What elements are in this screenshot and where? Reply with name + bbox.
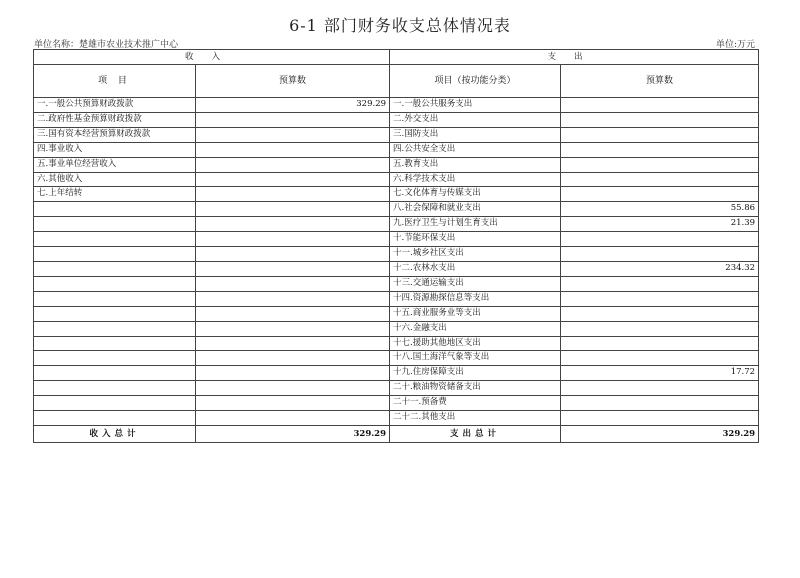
table-row xyxy=(34,247,759,262)
table-row xyxy=(34,232,759,247)
table-row xyxy=(34,351,759,366)
expense-budget-cell xyxy=(561,321,759,336)
table-row xyxy=(34,306,759,321)
income-item-cell xyxy=(34,411,196,426)
expense-item-cell: 十五.商业服务业等支出 xyxy=(390,306,561,321)
expense-item-cell: 十八.国土海洋气象等支出 xyxy=(390,351,561,366)
expense-item-cell: 二十.粮油物资储备支出 xyxy=(390,381,561,396)
income-budget-cell xyxy=(196,396,390,411)
unit-measure: 单位:万元 xyxy=(716,40,756,50)
table-row xyxy=(34,98,759,113)
income-budget-cell xyxy=(196,142,390,157)
income-budget-cell xyxy=(196,217,390,232)
expense-item-cell: 二十二.其他支出 xyxy=(390,411,561,426)
income-budget-cell: 329.29 xyxy=(196,98,390,113)
table-row xyxy=(34,291,759,306)
expense-item-cell: 四.公共安全支出 xyxy=(390,142,561,157)
income-item-cell xyxy=(34,276,196,291)
expense-budget-cell xyxy=(561,232,759,247)
expense-item-cell: 十三.交通运输支出 xyxy=(390,276,561,291)
expense-budget-cell xyxy=(561,142,759,157)
income-budget-cell xyxy=(196,321,390,336)
income-item-cell: 四.事业收入 xyxy=(34,142,196,157)
expense-item-cell: 六.科学技术支出 xyxy=(390,172,561,187)
income-item-cell: 七.上年结转 xyxy=(34,187,196,202)
expense-item-cell: 一.一般公共服务支出 xyxy=(390,98,561,113)
income-budget-cell xyxy=(196,127,390,142)
finance-table xyxy=(33,49,759,443)
income-item-cell xyxy=(34,336,196,351)
expense-item-cell: 十一.城乡社区支出 xyxy=(390,247,561,262)
expense-budget-cell xyxy=(561,187,759,202)
table-row xyxy=(34,217,759,232)
income-budget-cell xyxy=(196,276,390,291)
table-row xyxy=(34,396,759,411)
expense-item-cell: 二.外交支出 xyxy=(390,112,561,127)
income-item-cell: 六.其他收入 xyxy=(34,172,196,187)
income-item-cell xyxy=(34,247,196,262)
totals-row xyxy=(34,425,759,442)
expense-item-cell: 二十一.预备费 xyxy=(390,396,561,411)
income-item-cell: 五.事业单位经营收入 xyxy=(34,157,196,172)
expense-budget-cell xyxy=(561,98,759,113)
income-item-cell xyxy=(34,291,196,306)
unit-name: 单位名称：楚雄市农业技术推广中心 xyxy=(34,40,179,50)
table-row xyxy=(34,142,759,157)
income-budget-cell xyxy=(196,351,390,366)
income-item-cell: 三.国有资本经营预算财政拨款 xyxy=(34,127,196,142)
expense-budget-cell: 17.72 xyxy=(561,366,759,381)
expense-budget-cell xyxy=(561,351,759,366)
expense-item-cell: 十四.资源勘探信息等支出 xyxy=(390,291,561,306)
income-item-cell xyxy=(34,261,196,276)
income-budget-cell xyxy=(196,172,390,187)
expense-budget-cell xyxy=(561,291,759,306)
expense-budget-cell xyxy=(561,172,759,187)
table-row xyxy=(34,411,759,426)
income-total-label: 收入总计 xyxy=(34,425,196,442)
table-row xyxy=(34,381,759,396)
income-item-cell xyxy=(34,306,196,321)
expense-budget-cell xyxy=(561,157,759,172)
table-row xyxy=(34,276,759,291)
table-row xyxy=(34,321,759,336)
expense-budget-cell xyxy=(561,247,759,262)
income-total-value: 329.29 xyxy=(196,425,390,442)
income-budget-cell xyxy=(196,291,390,306)
income-item-cell: 二.政府性基金预算财政拨款 xyxy=(34,112,196,127)
income-budget-cell xyxy=(196,306,390,321)
income-budget-cell xyxy=(196,232,390,247)
expense-item-cell: 三.国防支出 xyxy=(390,127,561,142)
income-budget-cell xyxy=(196,187,390,202)
income-budget-cell xyxy=(196,112,390,127)
expense-budget-cell xyxy=(561,396,759,411)
col-expense-budget: 预算数 xyxy=(561,65,759,98)
income-item-cell xyxy=(34,217,196,232)
expense-budget-cell: 234.32 xyxy=(561,261,759,276)
expense-budget-cell xyxy=(561,112,759,127)
col-expense-item: 项目（按功能分类） xyxy=(390,65,561,98)
income-budget-cell xyxy=(196,411,390,426)
expense-item-cell: 十二.农林水支出 xyxy=(390,261,561,276)
table-row xyxy=(34,187,759,202)
income-budget-cell xyxy=(196,157,390,172)
income-budget-cell xyxy=(196,202,390,217)
column-header-row xyxy=(34,65,759,98)
expense-item-cell: 十七.援助其他地区支出 xyxy=(390,336,561,351)
expense-item-cell: 五.教育支出 xyxy=(390,157,561,172)
income-item-cell: 一.一般公共预算财政拨款 xyxy=(34,98,196,113)
expense-item-cell: 八.社会保障和就业支出 xyxy=(390,202,561,217)
income-item-cell xyxy=(34,396,196,411)
income-budget-cell xyxy=(196,381,390,396)
expense-budget-cell xyxy=(561,127,759,142)
page-title: 6-1 部门财务收支总体情况表 xyxy=(289,16,511,35)
income-item-cell xyxy=(34,232,196,247)
expense-budget-cell xyxy=(561,381,759,396)
table-row xyxy=(34,157,759,172)
expense-item-cell: 十九.住房保障支出 xyxy=(390,366,561,381)
income-budget-cell xyxy=(196,366,390,381)
expense-item-cell: 七.文化体育与传媒支出 xyxy=(390,187,561,202)
expense-item-cell: 十.节能环保支出 xyxy=(390,232,561,247)
table-row xyxy=(34,127,759,142)
table-row xyxy=(34,366,759,381)
income-item-cell xyxy=(34,381,196,396)
expense-total-label: 支出总计 xyxy=(390,425,561,442)
expense-budget-cell xyxy=(561,336,759,351)
col-income-item: 项 目 xyxy=(34,65,196,98)
table-row xyxy=(34,112,759,127)
table-row xyxy=(34,336,759,351)
income-item-cell xyxy=(34,202,196,217)
expense-budget-cell xyxy=(561,411,759,426)
expense-budget-cell: 55.86 xyxy=(561,202,759,217)
income-budget-cell xyxy=(196,336,390,351)
section-header-row xyxy=(34,50,759,65)
expense-total-value: 329.29 xyxy=(561,425,759,442)
expense-budget-cell xyxy=(561,276,759,291)
income-item-cell xyxy=(34,321,196,336)
expense-budget-cell: 21.39 xyxy=(561,217,759,232)
table-row xyxy=(34,172,759,187)
income-item-cell xyxy=(34,351,196,366)
table-row xyxy=(34,261,759,276)
table-row xyxy=(34,202,759,217)
section-income: 收入 xyxy=(34,50,390,65)
expense-budget-cell xyxy=(561,306,759,321)
expense-item-cell: 九.医疗卫生与计划生育支出 xyxy=(390,217,561,232)
section-expense: 支出 xyxy=(390,50,759,65)
income-budget-cell xyxy=(196,247,390,262)
col-income-budget: 预算数 xyxy=(196,65,390,98)
income-budget-cell xyxy=(196,261,390,276)
income-item-cell xyxy=(34,366,196,381)
expense-item-cell: 十六.金融支出 xyxy=(390,321,561,336)
